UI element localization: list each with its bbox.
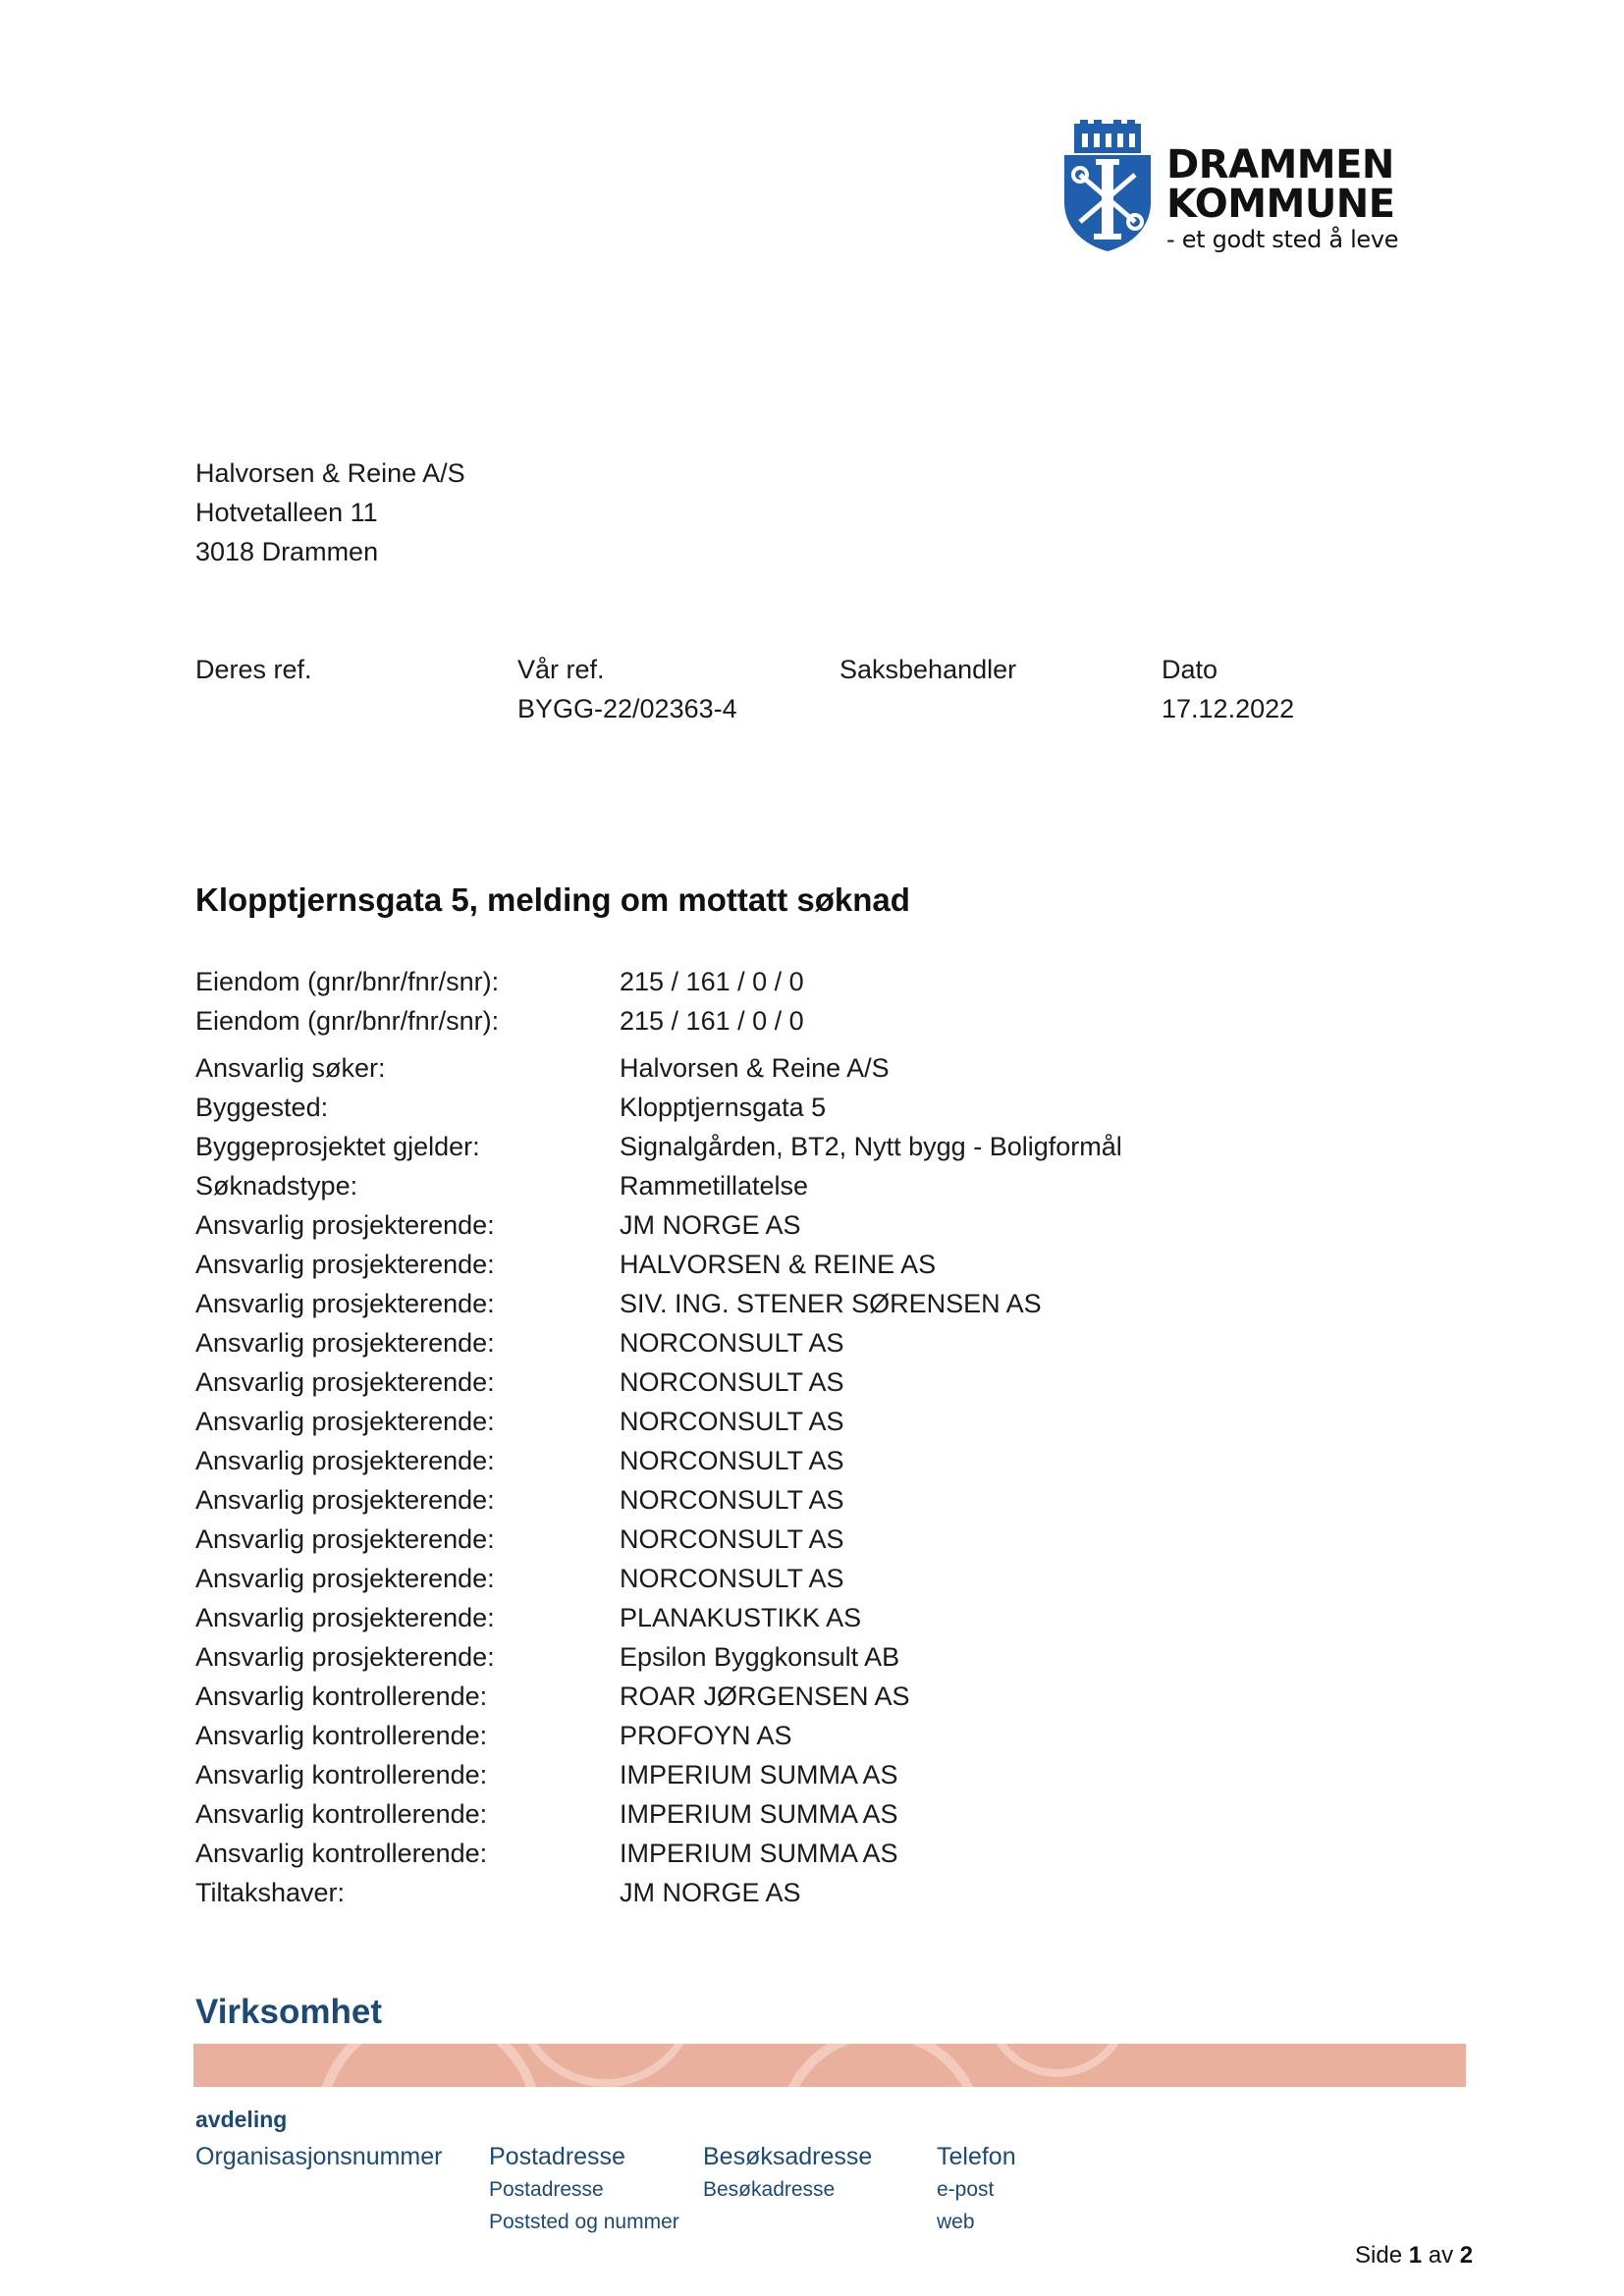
detail-row [195, 1166, 1122, 1205]
application-details [195, 962, 1122, 1912]
row-value: Signalgården, BT2, Nytt bygg - Boligformål [620, 1132, 1122, 1161]
footer-column-post [489, 2140, 679, 2238]
detail-row [195, 1834, 1122, 1873]
dato-label: Dato [1162, 655, 1218, 684]
deres-ref-label: Deres ref. [195, 655, 312, 684]
row-value: NORCONSULT AS [620, 1485, 844, 1515]
row-value: 215 / 161 / 0 / 0 [620, 1006, 804, 1036]
recipient-name: Halvorsen & Reine A/S [195, 458, 465, 488]
row-value: ROAR JØRGENSEN AS [620, 1682, 910, 1711]
row-label: Ansvarlig prosjekterende: [195, 1328, 495, 1358]
detail-row [195, 1794, 1122, 1834]
row-label: Ansvarlig prosjekterende: [195, 1485, 495, 1515]
detail-row [195, 1048, 1122, 1088]
saksbehandler-label: Saksbehandler [839, 655, 1017, 684]
recipient-address [195, 454, 465, 571]
row-value: NORCONSULT AS [620, 1446, 844, 1475]
row-value: NORCONSULT AS [620, 1328, 844, 1358]
footer-column-org [195, 2140, 443, 2173]
row-value: Halvorsen & Reine A/S [620, 1053, 890, 1083]
row-value: NORCONSULT AS [620, 1407, 844, 1436]
drammen-coat-of-arms-icon [1060, 120, 1155, 253]
logo-line-kommune: KOMMUNE [1166, 182, 1395, 227]
row-label: Ansvarlig prosjekterende: [195, 1642, 495, 1672]
saksbehandler-column [839, 650, 1016, 689]
detail-row [195, 1598, 1122, 1637]
footer-department: avdeling [195, 2107, 288, 2132]
footer-organization-name: Virksomhet [195, 1993, 382, 2031]
recipient-postal: 3018 Drammen [195, 537, 379, 566]
detail-row [195, 1127, 1122, 1166]
detail-row [195, 1873, 1122, 1912]
row-label: Ansvarlig kontrollerende: [195, 1721, 488, 1750]
row-value: NORCONSULT AS [620, 1367, 844, 1397]
detail-row [195, 1637, 1122, 1677]
row-label: Ansvarlig kontrollerende: [195, 1839, 488, 1868]
row-value: HALVORSEN & REINE AS [620, 1250, 937, 1279]
detail-row [195, 1205, 1122, 1245]
dato-column [1162, 650, 1294, 728]
row-value: 215 / 161 / 0 / 0 [620, 967, 804, 996]
row-label: Ansvarlig prosjekterende: [195, 1289, 495, 1318]
row-value: NORCONSULT AS [620, 1524, 844, 1554]
row-label: Ansvarlig prosjekterende: [195, 1250, 495, 1279]
row-label: Ansvarlig kontrollerende: [195, 1799, 488, 1829]
detail-row [195, 1441, 1122, 1480]
page-separator: av [1428, 2242, 1454, 2269]
footer-besokadresse-line: Besøkadresse [703, 2178, 836, 2201]
band-pattern-icon [193, 2044, 1466, 2087]
row-value: Epsilon Byggkonsult AB [620, 1642, 900, 1672]
row-value: Klopptjernsgata 5 [620, 1093, 827, 1122]
detail-row [195, 1245, 1122, 1284]
detail-row [195, 1088, 1122, 1127]
row-label: Byggeprosjektet gjelder: [195, 1132, 480, 1161]
logo-tagline: - et godt sted å leve [1166, 226, 1399, 253]
detail-row [195, 1362, 1122, 1402]
row-label: Ansvarlig kontrollerende: [195, 1682, 488, 1711]
row-value: IMPERIUM SUMMA AS [620, 1760, 898, 1789]
row-value: Rammetillatelse [620, 1171, 809, 1201]
detail-row [195, 1284, 1122, 1323]
drammen-kommune-logo [1060, 120, 1434, 257]
row-label: Ansvarlig søker: [195, 1053, 386, 1083]
dato-value: 17.12.2022 [1162, 694, 1295, 723]
footer-decorative-band [193, 2044, 1466, 2087]
page-prefix: Side [1355, 2242, 1403, 2269]
footer-org-number-label: Organisasjonsnummer [195, 2143, 443, 2170]
row-label: Eiendom (gnr/bnr/fnr/snr): [195, 967, 500, 996]
var-ref-column [517, 650, 737, 728]
detail-row [195, 1520, 1122, 1559]
row-label: Tiltakshaver: [195, 1878, 346, 1907]
row-value: PROFOYN AS [620, 1721, 792, 1750]
detail-row [195, 1677, 1122, 1716]
page-current: 1 [1408, 2242, 1423, 2269]
detail-row [195, 1716, 1122, 1755]
footer-postadresse-line: Postadresse [489, 2178, 604, 2201]
footer-column-contact [937, 2140, 1016, 2238]
footer-besoksadresse-label: Besøksadresse [703, 2143, 873, 2170]
footer-column-visit [703, 2140, 872, 2206]
deres-ref-column [195, 650, 312, 689]
footer-web-line: web [937, 2211, 975, 2233]
property-row [195, 1001, 1122, 1041]
detail-row [195, 1480, 1122, 1520]
row-label: Ansvarlig prosjekterende: [195, 1210, 495, 1240]
property-row [195, 962, 1122, 1001]
footer-postadresse-label: Postadresse [489, 2143, 625, 2170]
row-value: IMPERIUM SUMMA AS [620, 1839, 898, 1868]
row-label: Ansvarlig prosjekterende: [195, 1524, 495, 1554]
detail-row [195, 1323, 1122, 1362]
row-value: JM NORGE AS [620, 1210, 801, 1240]
row-value: IMPERIUM SUMMA AS [620, 1799, 898, 1829]
detail-row [195, 1755, 1122, 1794]
recipient-street: Hotvetalleen 11 [195, 498, 378, 527]
row-label: Ansvarlig prosjekterende: [195, 1603, 495, 1632]
row-value: SIV. ING. STENER SØRENSEN AS [620, 1289, 1042, 1318]
logo-line-drammen: DRAMMEN [1166, 142, 1394, 187]
detail-row [195, 1402, 1122, 1441]
row-label: Byggested: [195, 1093, 329, 1122]
row-label: Ansvarlig prosjekterende: [195, 1407, 495, 1436]
footer-epost-line: e-post [937, 2178, 995, 2201]
page-number [1355, 2242, 1473, 2269]
var-ref-value: BYGG-22/02363-4 [517, 694, 737, 723]
row-value: JM NORGE AS [620, 1878, 801, 1907]
row-label: Ansvarlig kontrollerende: [195, 1760, 488, 1789]
row-value: NORCONSULT AS [620, 1564, 844, 1593]
page-total: 2 [1459, 2242, 1474, 2269]
row-label: Ansvarlig prosjekterende: [195, 1564, 495, 1593]
row-label: Ansvarlig prosjekterende: [195, 1446, 495, 1475]
document-title: Klopptjernsgata 5, melding om mottatt søknad [195, 881, 910, 918]
detail-row [195, 1559, 1122, 1598]
row-value: PLANAKUSTIKK AS [620, 1603, 862, 1632]
row-label: Ansvarlig prosjekterende: [195, 1367, 495, 1397]
footer-telefon-label: Telefon [937, 2143, 1016, 2170]
row-label: Søknadstype: [195, 1171, 358, 1201]
footer-poststed-line: Poststed og nummer [489, 2211, 679, 2233]
row-label: Eiendom (gnr/bnr/fnr/snr): [195, 1006, 500, 1036]
var-ref-label: Vår ref. [517, 655, 605, 684]
logo-wordmark [1166, 142, 1399, 253]
